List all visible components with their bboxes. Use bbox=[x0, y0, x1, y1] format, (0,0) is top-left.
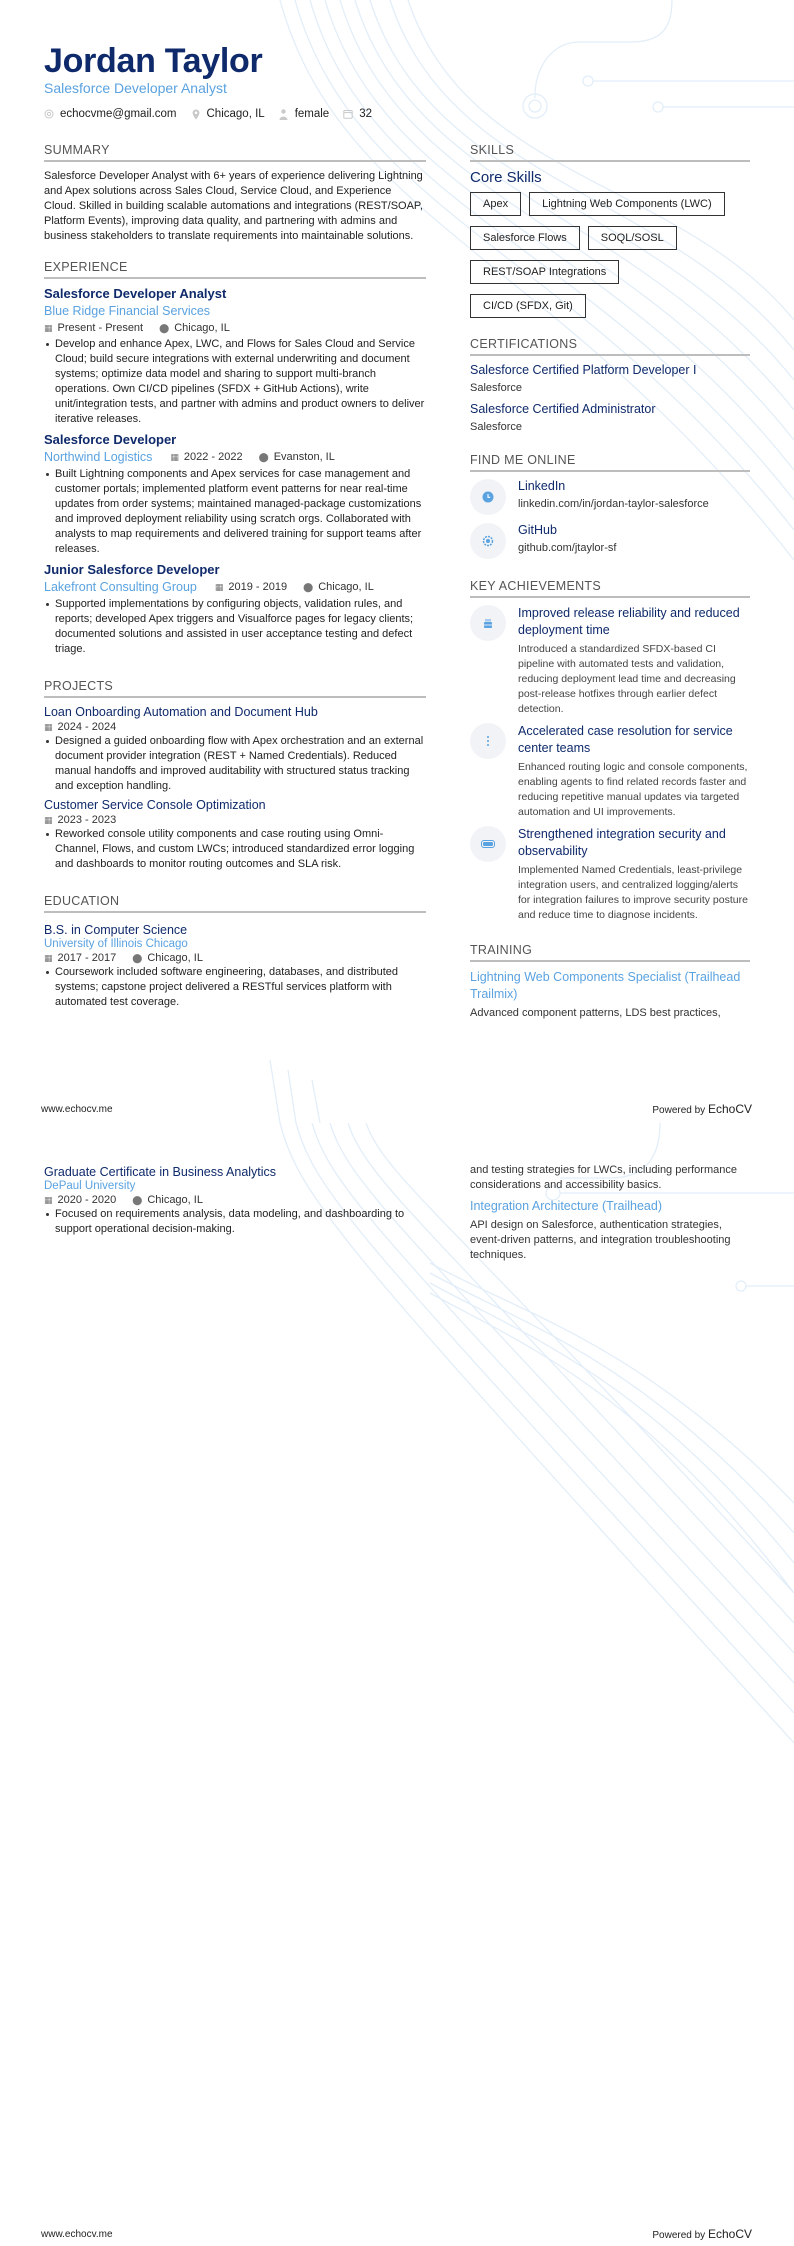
skill-chip: REST/SOAP Integrations bbox=[470, 260, 619, 284]
training-desc: Advanced component patterns, LDS best practices, bbox=[470, 1007, 721, 1019]
education-heading: EDUCATION bbox=[44, 894, 426, 913]
gear-icon bbox=[470, 523, 506, 559]
education-section bbox=[44, 894, 426, 1010]
experience-section bbox=[44, 260, 426, 657]
background-decoration bbox=[0, 1123, 794, 2246]
contact-age bbox=[343, 108, 372, 120]
training-section bbox=[470, 943, 750, 1021]
job-location bbox=[303, 581, 374, 593]
education-dates-value: 2020 - 2020 bbox=[57, 1194, 117, 1206]
achievement-body bbox=[518, 826, 750, 923]
achievement-title: Accelerated case resolution for service center teams bbox=[518, 724, 733, 755]
achievement-title: Strengthened integration security and observability bbox=[518, 827, 726, 858]
education-dates bbox=[44, 952, 116, 964]
certifications-heading: CERTIFICATIONS bbox=[470, 337, 750, 356]
online-info bbox=[518, 523, 616, 554]
job-bullets bbox=[44, 337, 426, 427]
project-entry bbox=[44, 798, 426, 872]
left-column bbox=[44, 143, 426, 1010]
contact-row bbox=[44, 108, 386, 120]
online-url[interactable]: linkedin.com/in/jordan-taylor-salesforce bbox=[518, 498, 709, 510]
education-bullets bbox=[44, 1207, 426, 1237]
battery-icon bbox=[470, 826, 506, 862]
powered-prefix: Powered by bbox=[652, 1105, 706, 1116]
job-location-value: Evanston, IL bbox=[273, 451, 335, 463]
location-pin-icon bbox=[191, 109, 201, 119]
job-bullets bbox=[44, 467, 426, 557]
footer-website[interactable]: www.echocv.me bbox=[41, 2229, 113, 2240]
job-location bbox=[159, 322, 230, 334]
training-entry bbox=[470, 969, 750, 1021]
job-entry bbox=[44, 562, 426, 657]
project-dates bbox=[44, 814, 116, 826]
footer-powered-by bbox=[652, 2227, 752, 2241]
certification-entry bbox=[470, 363, 750, 394]
calendar-icon: ▦ bbox=[44, 721, 53, 732]
contact-location-value: Chicago, IL bbox=[206, 108, 265, 120]
education-dates bbox=[44, 1194, 116, 1206]
brand-name[interactable]: EchoCV bbox=[707, 2227, 752, 2241]
location-pin-icon: ⬤ bbox=[303, 581, 314, 592]
person-icon bbox=[279, 109, 289, 119]
skills-chips bbox=[470, 192, 750, 328]
job-bullet: Develop and enhance Apex, LWC, and Flows for Sales Cloud and Service Cloud; build secure integrations with external underwriting and document systems; optimize data model and sharing to support multi-branch operations. Own CI/CD pipelines (SFDX + GitHub Actions), write unit/integration tests, and partner with admins and product owners to deliver iterative releases. bbox=[44, 337, 426, 427]
education-meta bbox=[44, 952, 426, 964]
education-school: University of Illinois Chicago bbox=[44, 938, 188, 950]
footer-powered-by bbox=[652, 1102, 752, 1116]
certification-entry bbox=[470, 402, 750, 433]
online-linkedin[interactable] bbox=[470, 479, 750, 515]
job-title: Junior Salesforce Developer bbox=[44, 562, 220, 577]
education-location bbox=[132, 1194, 203, 1206]
achievement-desc: Introduced a standardized SFDX-based CI pipeline with automated tests and validation, reducing deployment lead time and decreasing post-release hotfixes through earlier defect detection. bbox=[518, 643, 736, 715]
resume-page-2 bbox=[0, 1123, 794, 2246]
calendar-icon: ▦ bbox=[44, 814, 53, 825]
right-column-continued bbox=[470, 1163, 750, 1263]
online-url[interactable]: github.com/jtaylor-sf bbox=[518, 542, 617, 554]
project-dates bbox=[44, 721, 116, 733]
education-bullet: Coursework included software engineering, databases, and distributed systems; capstone project delivered a RESTful services platform with automated test coverage. bbox=[44, 965, 426, 1010]
online-heading: FIND ME ONLINE bbox=[470, 453, 750, 472]
footer-website[interactable]: www.echocv.me bbox=[41, 1104, 113, 1115]
summary-section bbox=[44, 143, 426, 244]
contact-email-value: echocvme@gmail.com bbox=[60, 108, 177, 120]
calendar-icon: ▦ bbox=[170, 451, 179, 462]
job-meta bbox=[215, 581, 390, 593]
certification-issuer: Salesforce bbox=[470, 421, 522, 433]
skills-group-title: Core Skills bbox=[470, 169, 542, 186]
achievement-body bbox=[518, 723, 750, 820]
contact-location bbox=[191, 108, 265, 120]
contact-gender-value: female bbox=[294, 108, 330, 120]
job-bullet: Supported implementations by configuring objects, validation rules, and reports; developed Apex triggers and Visualforce pages for legacy clients; documented solutions and assisted in user acceptance testing and defect triage. bbox=[44, 597, 426, 657]
location-pin-icon: ⬤ bbox=[132, 952, 143, 963]
contact-gender bbox=[279, 108, 330, 120]
project-title: Customer Service Console Optimization bbox=[44, 798, 266, 812]
training-desc: API design on Salesforce, authentication strategies, event-driven patterns, and integration troubleshooting techniques. bbox=[470, 1219, 731, 1261]
vertical-dots-icon bbox=[470, 723, 506, 759]
project-bullet: Designed a guided onboarding flow with Apex orchestration and an external document provider integration (REST + Named Credentials). Reduced manual handoffs and improved auditability with structured status tracking and exception handling. bbox=[44, 734, 426, 794]
candidate-name: Jordan Taylor bbox=[44, 42, 263, 80]
projects-heading: PROJECTS bbox=[44, 679, 426, 698]
project-bullets bbox=[44, 734, 426, 794]
project-meta bbox=[44, 721, 426, 733]
job-dates-value: 2019 - 2019 bbox=[228, 581, 288, 593]
project-meta bbox=[44, 814, 426, 826]
job-meta bbox=[44, 322, 426, 334]
achievement-desc: Implemented Named Credentials, least-privilege integration users, and centralized logging/alerts for integration failures to improve security posture and reduce time to diagnose incidents. bbox=[518, 864, 748, 921]
job-company: Lakefront Consulting Group bbox=[44, 580, 197, 594]
location-pin-icon: ⬤ bbox=[132, 1194, 143, 1205]
job-dates bbox=[44, 322, 143, 334]
job-title: Salesforce Developer bbox=[44, 432, 177, 447]
at-icon bbox=[44, 109, 54, 119]
experience-heading: EXPERIENCE bbox=[44, 260, 426, 279]
location-pin-icon: ⬤ bbox=[159, 322, 170, 333]
education-bullet: Focused on requirements analysis, data modeling, and dashboarding to support operational decision-making. bbox=[44, 1207, 426, 1237]
training-title: Integration Architecture (Trailhead) bbox=[470, 1199, 662, 1213]
certification-name: Salesforce Certified Administrator bbox=[470, 402, 656, 416]
training-desc-continued: and testing strategies for LWCs, including performance considerations and accessibility basics. bbox=[470, 1164, 737, 1191]
training-entry bbox=[470, 1198, 750, 1263]
powered-prefix: Powered by bbox=[652, 2230, 706, 2241]
education-bullets bbox=[44, 965, 426, 1010]
job-entry bbox=[44, 432, 426, 557]
achievements-section bbox=[470, 579, 750, 923]
summary-text: Salesforce Developer Analyst with 6+ years of experience delivering Lightning and Apex solutions across Sales Cloud, Service Cloud, and Experience Cloud. Skilled in building scalable automations and integrations (REST/SOAP, Platform Events), improving data quality, and partnering with admins and business stakeholders to translate requirements into maintainable solutions. bbox=[44, 170, 423, 242]
education-meta bbox=[44, 1194, 426, 1206]
job-bullet: Built Lightning components and Apex services for case management and customer portals; implemented platform event patterns for near real-time updates from order systems; maintained managed-package customizations and improved deployment reliability using scratch orgs. Collaborated with analysts to map requirements and delivered training for support teams after releases. bbox=[44, 467, 426, 557]
skill-chip: Apex bbox=[470, 192, 521, 216]
job-entry bbox=[44, 286, 426, 427]
job-title: Salesforce Developer Analyst bbox=[44, 286, 227, 301]
calendar-icon bbox=[343, 109, 353, 119]
education-school: DePaul University bbox=[44, 1180, 136, 1192]
achievements-heading: KEY ACHIEVEMENTS bbox=[470, 579, 750, 598]
clock-icon bbox=[470, 479, 506, 515]
job-location-value: Chicago, IL bbox=[318, 581, 374, 593]
education-location-value: Chicago, IL bbox=[147, 952, 203, 964]
skill-chip: Salesforce Flows bbox=[470, 226, 580, 250]
brand-name[interactable]: EchoCV bbox=[707, 1102, 752, 1116]
calendar-icon: ▦ bbox=[214, 581, 224, 592]
skill-chip: Lightning Web Components (LWC) bbox=[529, 192, 725, 216]
skill-chip: SOQL/SOSL bbox=[588, 226, 677, 250]
summary-heading: SUMMARY bbox=[44, 143, 426, 162]
job-company-line bbox=[44, 450, 426, 464]
left-column-continued bbox=[44, 1165, 426, 1237]
training-heading: TRAINING bbox=[470, 943, 750, 962]
education-entry bbox=[44, 923, 426, 1010]
education-dates-value: 2017 - 2017 bbox=[57, 952, 117, 964]
project-title: Loan Onboarding Automation and Document Hub bbox=[44, 705, 318, 719]
achievement-entry bbox=[470, 826, 750, 923]
job-company: Northwind Logistics bbox=[44, 450, 153, 464]
skills-section bbox=[470, 143, 750, 328]
job-company: Blue Ridge Financial Services bbox=[44, 304, 211, 318]
project-dates-value: 2024 - 2024 bbox=[57, 721, 117, 733]
job-company-line bbox=[44, 580, 426, 594]
job-dates bbox=[215, 581, 287, 593]
online-github[interactable] bbox=[470, 523, 750, 559]
contact-age-value: 32 bbox=[359, 108, 373, 120]
certification-name: Salesforce Certified Platform Developer I bbox=[470, 363, 697, 377]
calendar-icon: ▦ bbox=[44, 1194, 53, 1205]
certification-issuer: Salesforce bbox=[470, 382, 522, 394]
job-location bbox=[259, 451, 335, 463]
skills-heading: SKILLS bbox=[470, 143, 750, 162]
location-pin-icon: ⬤ bbox=[258, 451, 269, 462]
right-column bbox=[470, 143, 750, 1021]
contact-email[interactable] bbox=[44, 108, 177, 120]
achievement-desc: Enhanced routing logic and console components, enabling agents to find related records faster and reducing repetitive manual updates via targeted automation and UI improvements. bbox=[518, 761, 748, 818]
education-degree: B.S. in Computer Science bbox=[44, 923, 188, 937]
job-dates-value: Present - Present bbox=[57, 322, 144, 334]
achievement-entry bbox=[470, 605, 750, 717]
calendar-icon: ▦ bbox=[44, 322, 53, 333]
project-entry bbox=[44, 705, 426, 794]
achievement-body bbox=[518, 605, 750, 717]
achievement-entry bbox=[470, 723, 750, 820]
training-title: Lightning Web Components Specialist (Trailhead Trailmix) bbox=[470, 970, 741, 1001]
education-degree: Graduate Certificate in Business Analytics bbox=[44, 1165, 277, 1179]
calendar-icon: ▦ bbox=[44, 952, 53, 963]
projects-section bbox=[44, 679, 426, 872]
job-dates-value: 2022 - 2022 bbox=[183, 451, 243, 463]
skill-chip: CI/CD (SFDX, Git) bbox=[470, 294, 586, 318]
project-dates-value: 2023 - 2023 bbox=[57, 814, 117, 826]
job-meta bbox=[170, 451, 350, 463]
certifications-section bbox=[470, 337, 750, 433]
achievement-title: Improved release reliability and reduced deployment time bbox=[518, 606, 740, 637]
job-dates bbox=[170, 451, 242, 463]
online-name: LinkedIn bbox=[518, 479, 566, 493]
job-bullets bbox=[44, 597, 426, 657]
project-bullets bbox=[44, 827, 426, 872]
job-location-value: Chicago, IL bbox=[174, 322, 230, 334]
online-name: GitHub bbox=[518, 523, 557, 537]
cake-icon bbox=[470, 605, 506, 641]
education-location bbox=[132, 952, 203, 964]
education-location-value: Chicago, IL bbox=[147, 1194, 203, 1206]
candidate-role: Salesforce Developer Analyst bbox=[44, 80, 227, 96]
education-entry bbox=[44, 1165, 426, 1237]
project-bullet: Reworked console utility components and case routing using Omni-Channel, Flows, and custom LWCs; introduced standardized error logging and dashboards to monitor routing outcomes and SLA risk. bbox=[44, 827, 426, 872]
online-info bbox=[518, 479, 709, 510]
online-section bbox=[470, 453, 750, 559]
